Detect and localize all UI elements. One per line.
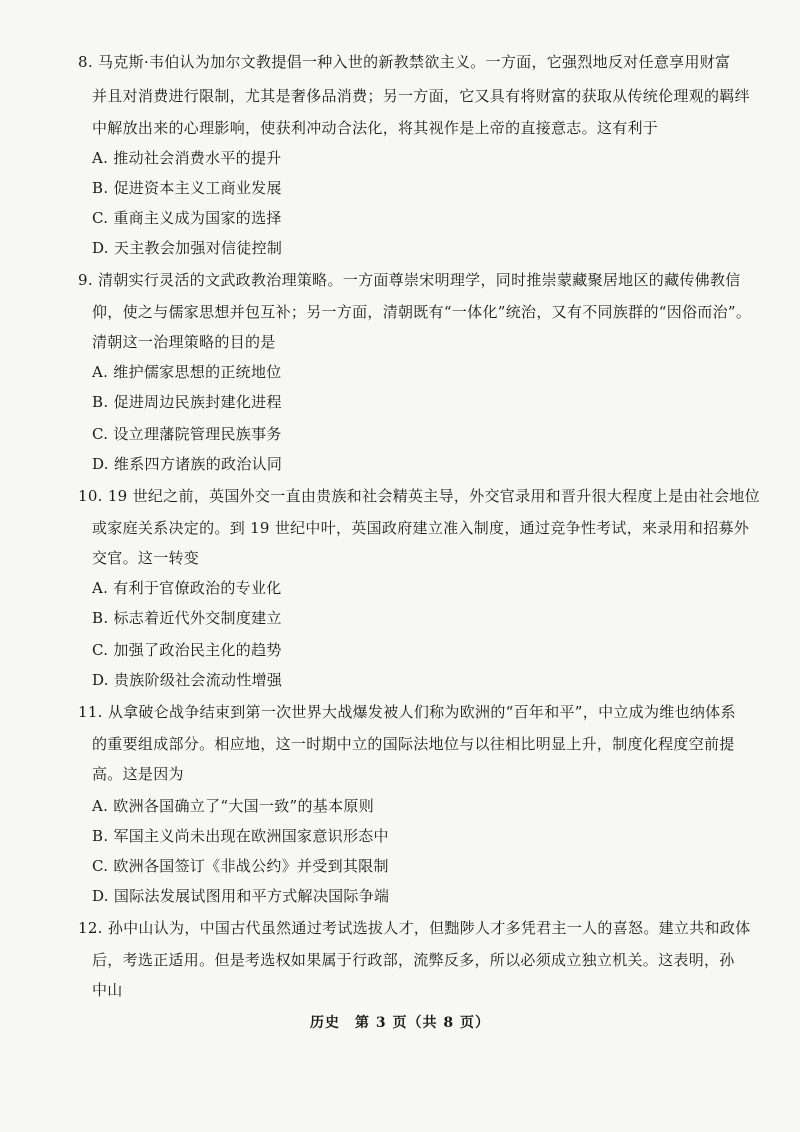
q10-stem-line-1: 10. 19 世纪之前，英国外交一直由贵族和社会精英主导，外交官录用和晋升很大程度上是由社会地位 bbox=[78, 487, 760, 505]
q9-option-c: C. 设立理藩院管理民族事务 bbox=[92, 425, 282, 443]
q11-option-c: C. 欧洲各国签订《非战公约》并受到其限制 bbox=[92, 857, 389, 875]
q12-stem-line-1: 12. 孙中山认为，中国古代虽然通过考试选拔人才，但黜陟人才多凭君主一人的喜怒。建立共和政体 bbox=[78, 919, 751, 937]
q11-option-d: D. 国际法发展试图用和平方式解决国际争端 bbox=[92, 887, 390, 905]
q8-option-c: C. 重商主义成为国家的选择 bbox=[92, 209, 282, 227]
q11-option-a: A. 欧洲各国确立了“大国一致”的基本原则 bbox=[92, 797, 375, 815]
q11-stem-line-3: 高。这是因为 bbox=[92, 765, 184, 783]
q8-stem-line-3: 中解放出来的心理影响，使获利冲动合法化，将其视作是上帝的直接意志。这有利于 bbox=[92, 119, 659, 137]
q11-option-b: B. 军国主义尚未出现在欧洲国家意识形态中 bbox=[92, 827, 389, 845]
q11-stem-line-1: 11. 从拿破仑战争结束到第一次世界大战爆发被人们称为欧洲的“百年和平”，中立成为维也纳体系 bbox=[78, 703, 736, 721]
q10-option-d: D. 贵族阶级社会流动性增强 bbox=[92, 671, 283, 689]
q9-stem-line-2: 仰，使之与儒家思想并包互补；另一方面，清朝既有“一体化”统治，又有不同族群的“因俗而治”。 bbox=[92, 303, 752, 321]
q10-option-c: C. 加强了政治民主化的趋势 bbox=[92, 641, 282, 659]
q8-option-d: D. 天主教会加强对信徒控制 bbox=[92, 239, 283, 257]
q10-option-a: A. 有利于官僚政治的专业化 bbox=[92, 579, 282, 597]
q9-stem-line-1: 9. 清朝实行灵活的文武政教治理策略。一方面尊崇宋明理学，同时推崇蒙藏聚居地区的藏传佛教信 bbox=[78, 271, 741, 289]
q12-stem-line-3: 中山 bbox=[92, 981, 123, 999]
q12-stem-line-2: 后，考选正适用。但是考选权如果属于行政部，流弊反多，所以必须成立独立机关。这表明，孙 bbox=[92, 951, 735, 969]
q8-stem-line-2: 并且对消费进行限制，尤其是奢侈品消费；另一方面，它又具有将财富的获取从传统伦理观的羁绊 bbox=[92, 87, 750, 105]
q8-option-a: A. 推动社会消费水平的提升 bbox=[92, 149, 282, 167]
q8-option-b: B. 促进资本主义工商业发展 bbox=[92, 179, 282, 197]
page-footer: 历史 第 3 页（共 8 页） bbox=[310, 1015, 490, 1031]
q10-stem-line-3: 交官。这一转变 bbox=[92, 549, 200, 567]
q9-option-b: B. 促进周边民族封建化进程 bbox=[92, 393, 282, 411]
q9-stem-line-3: 清朝这一治理策略的目的是 bbox=[92, 333, 276, 351]
q10-stem-line-2: 或家庭关系决定的。到 19 世纪中叶，英国政府建立准入制度，通过竞争性考试，来录用和招募外 bbox=[92, 519, 750, 537]
q11-stem-line-2: 的重要组成部分。相应地，这一时期中立的国际法地位与以往相比明显上升，制度化程度空前提 bbox=[92, 735, 735, 753]
q8-stem-line-1: 8. 马克斯·韦伯认为加尔文教提倡一种入世的新教禁欲主义。一方面，它强烈地反对任意享用财富 bbox=[78, 53, 731, 71]
q9-option-a: A. 维护儒家思想的正统地位 bbox=[92, 363, 282, 381]
q10-option-b: B. 标志着近代外交制度建立 bbox=[92, 609, 282, 627]
q9-option-d: D. 维系四方诸族的政治认同 bbox=[92, 455, 283, 473]
